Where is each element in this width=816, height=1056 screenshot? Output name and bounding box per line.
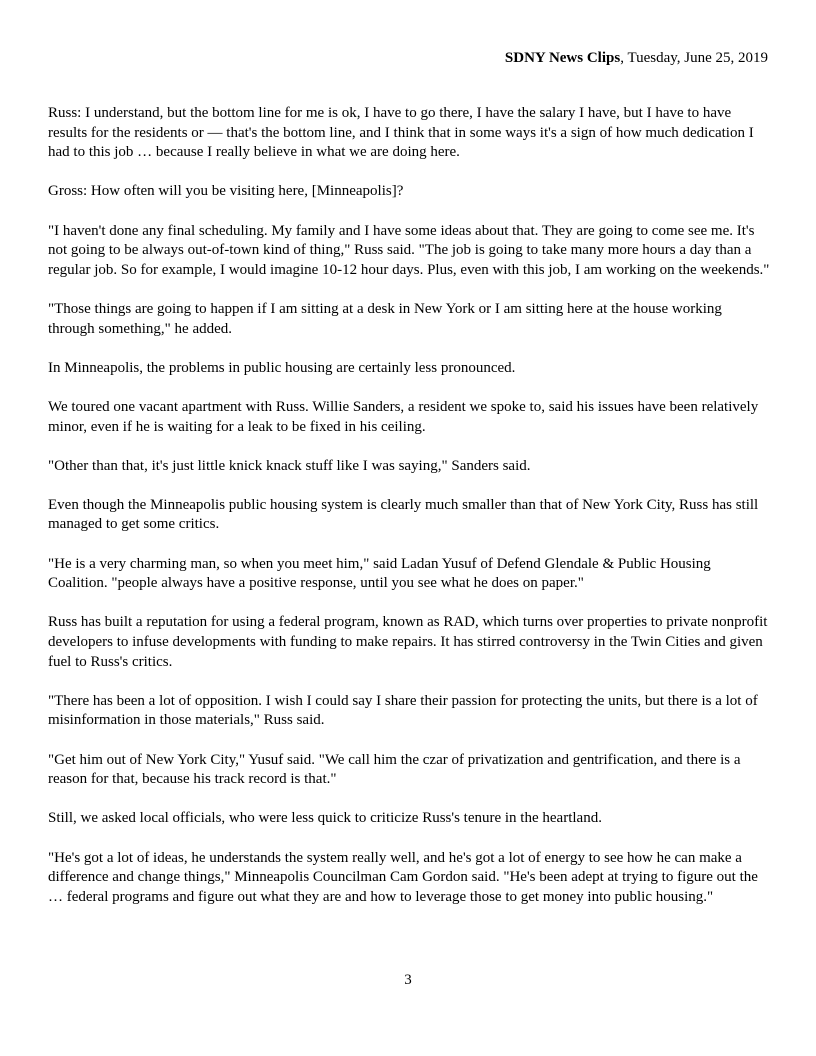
article-body <box>48 104 770 927</box>
paragraph: We toured one vacant apartment with Russ. Willie Sanders, a resident we spoke to, said his issues have been relatively minor, even if he is waiting for a leak to be fixed in his ceiling. <box>48 398 759 435</box>
paragraph: Even though the Minneapolis public housing system is clearly much smaller than that of New York City, Russ has still managed to get some critics. <box>48 496 759 533</box>
header-separator: , <box>620 50 628 66</box>
paragraph: In Minneapolis, the problems in public housing are certainly less pronounced. <box>48 359 516 376</box>
paragraph: "I haven't done any final scheduling. My family and I have some ideas about that. They are going to come see me. It's not going to be always out-of-town kind of thing," Russ said. "The job is going to take many more hours a day than a regular job. So for example, I would imagine 10-12 hour days. Plus, even with this job, I am working on the weekends." <box>48 222 770 278</box>
paragraph: "Get him out of New York City," Yusuf said. "We call him the czar of privatization and gentrification, and there is a reason for that, because his track record is that." <box>48 751 741 788</box>
paragraph: "Those things are going to happen if I am sitting at a desk in New York or I am sitting here at the house working through something," he added. <box>48 300 722 337</box>
paragraph: "He's got a lot of ideas, he understands the system really well, and he's got a lot of energy to see how he can make a difference and change things," Minneapolis Councilman Cam Gordon said. "He's been adept at trying to figure out the … federal programs and figure out what they are and how to leverage those to get money into public housing." <box>48 849 758 905</box>
header-date: Tuesday, June 25, 2019 <box>627 50 768 66</box>
paragraph: Still, we asked local officials, who were less quick to criticize Russ's tenure in the heartland. <box>48 810 602 827</box>
paragraph: Russ has built a reputation for using a federal program, known as RAD, which turns over properties to private nonprofit developers to infuse developments with funding to make repairs. It has stirred controversy in the Twin Cities and given fuel to Russ's critics. <box>48 614 768 670</box>
paragraph: Gross: How often will you be visiting here, [Minneapolis]? <box>48 183 404 200</box>
paragraph: "He is a very charming man, so when you meet him," said Ladan Yusuf of Defend Glendale & Public Housing Coalition. "people always have a positive response, until you see what he does on paper." <box>48 555 711 592</box>
paragraph: "Other than that, it's just little knick knack stuff like I was saying," Sanders said. <box>48 457 531 474</box>
paragraph: Russ: I understand, but the bottom line for me is ok, I have to go there, I have the salary I have, but I have to have results for the residents or — that's the bottom line, and I think that in some ways it's a sign of how much dedication I had to this job … because I really believe in what we are doing here. <box>48 105 754 161</box>
publication-name: SDNY News Clips <box>504 50 621 66</box>
page-header <box>505 48 768 68</box>
paragraph: "There has been a lot of opposition. I wish I could say I share their passion for protecting the units, but there is a lot of misinformation in those materials," Russ said. <box>48 692 758 729</box>
page-number: 3 <box>404 972 412 988</box>
